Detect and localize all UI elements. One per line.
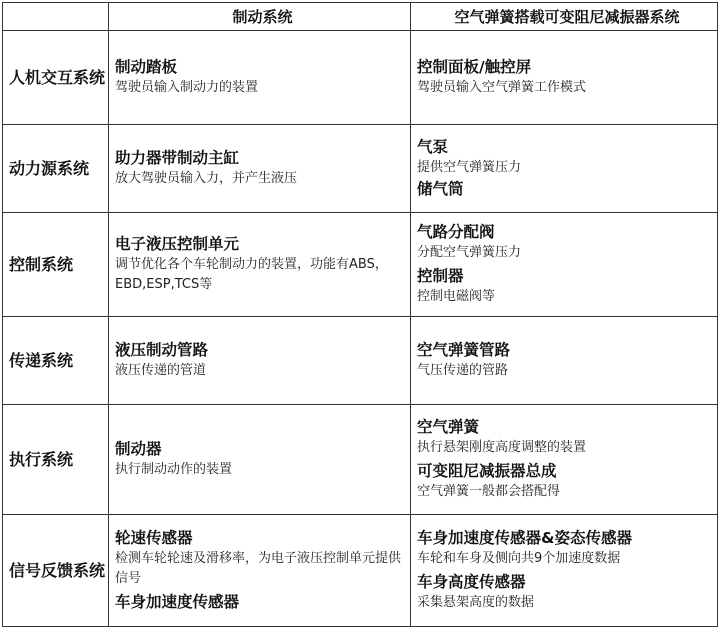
component-title: 气泵 (417, 137, 449, 156)
component-item (115, 527, 410, 589)
component-title: 液压制动管路 (115, 340, 209, 359)
component-item (417, 416, 717, 458)
component-title: 车身高度传感器 (417, 572, 526, 591)
component-desc: 空气弹簧一般都会搭配得 (417, 483, 561, 499)
brake-cell (109, 515, 411, 627)
component-item (115, 339, 410, 381)
component-desc: 驾驶员输入制动力的装置 (115, 79, 259, 95)
component-title: 制动器 (115, 439, 162, 458)
category-cell: 动力源系统 (3, 125, 109, 213)
table-row (3, 405, 718, 515)
component-title: 控制器 (417, 266, 464, 285)
component-desc: 执行悬架刚度高度调整的装置 (417, 439, 587, 455)
component-title: 电子液压控制单元 (115, 234, 240, 253)
component-desc: 液压传递的管道 (115, 362, 207, 378)
component-title: 车身加速度传感器&姿态传感器 (417, 528, 633, 547)
component-desc: 提供空气弹簧压力 (417, 159, 522, 175)
component-title: 气路分配阀 (417, 222, 495, 241)
table-row (3, 31, 718, 125)
component-title: 空气弹簧 (417, 417, 480, 436)
component-desc: 分配空气弹簧压力 (417, 244, 522, 260)
component-item (417, 460, 717, 502)
component-title: 助力器带制动主缸 (115, 148, 240, 167)
header-empty (3, 3, 109, 31)
brake-cell (109, 31, 411, 125)
component-item (417, 178, 717, 200)
component-item (417, 527, 717, 569)
table-row (3, 515, 718, 627)
component-item (417, 56, 717, 98)
component-item (115, 233, 410, 295)
header-air-spring-system: 空气弹簧搭载可变阻尼减振器系统 (411, 3, 718, 31)
air-cell (411, 125, 718, 213)
brake-cell (109, 405, 411, 515)
component-desc: 气压传递的管路 (417, 362, 509, 378)
component-title: 轮速传感器 (115, 528, 193, 547)
component-desc: 放大驾驶员输入力，并产生液压 (115, 170, 298, 186)
component-desc: 检测车轮轮速及滑移率，为电子液压控制单元提供信号 (115, 550, 402, 586)
table-row (3, 213, 718, 317)
air-cell (411, 31, 718, 125)
component-item (417, 221, 717, 263)
component-item (115, 438, 410, 480)
category-cell: 人机交互系统 (3, 31, 109, 125)
comparison-table (2, 2, 718, 627)
component-desc: 执行制动动作的装置 (115, 461, 233, 477)
category-cell: 执行系统 (3, 405, 109, 515)
component-desc: 控制电磁阀等 (417, 288, 496, 304)
header-brake-system: 制动系统 (109, 3, 411, 31)
brake-cell (109, 125, 411, 213)
component-desc: 驾驶员输入空气弹簧工作模式 (417, 79, 587, 95)
brake-cell (109, 213, 411, 317)
component-title: 车身加速度传感器 (115, 592, 240, 611)
table-row (3, 125, 718, 213)
component-title: 储气筒 (417, 179, 464, 198)
component-title: 制动踏板 (115, 57, 178, 76)
header-row (3, 3, 718, 31)
air-cell (411, 213, 718, 317)
component-item (417, 265, 717, 307)
component-title: 可变阻尼减振器总成 (417, 461, 557, 480)
component-desc: 采集悬架高度的数据 (417, 594, 535, 610)
component-desc: 车轮和车身及侧向共9个加速度数据 (417, 550, 621, 566)
table-row (3, 317, 718, 405)
component-item (417, 136, 717, 178)
component-item (115, 147, 410, 189)
component-title: 空气弹簧管路 (417, 340, 511, 359)
component-desc: 调节优化各个车轮制动力的装置，功能有ABS，EBD,ESP,TCS等 (115, 256, 388, 292)
category-cell: 传递系统 (3, 317, 109, 405)
brake-cell (109, 317, 411, 405)
category-cell: 信号反馈系统 (3, 515, 109, 627)
component-item (417, 339, 717, 381)
component-item (115, 591, 410, 613)
air-cell (411, 405, 718, 515)
air-cell (411, 515, 718, 627)
component-item (115, 56, 410, 98)
component-title: 控制面板/触控屏 (417, 57, 532, 76)
component-item (417, 571, 717, 613)
category-cell: 控制系统 (3, 213, 109, 317)
air-cell (411, 317, 718, 405)
